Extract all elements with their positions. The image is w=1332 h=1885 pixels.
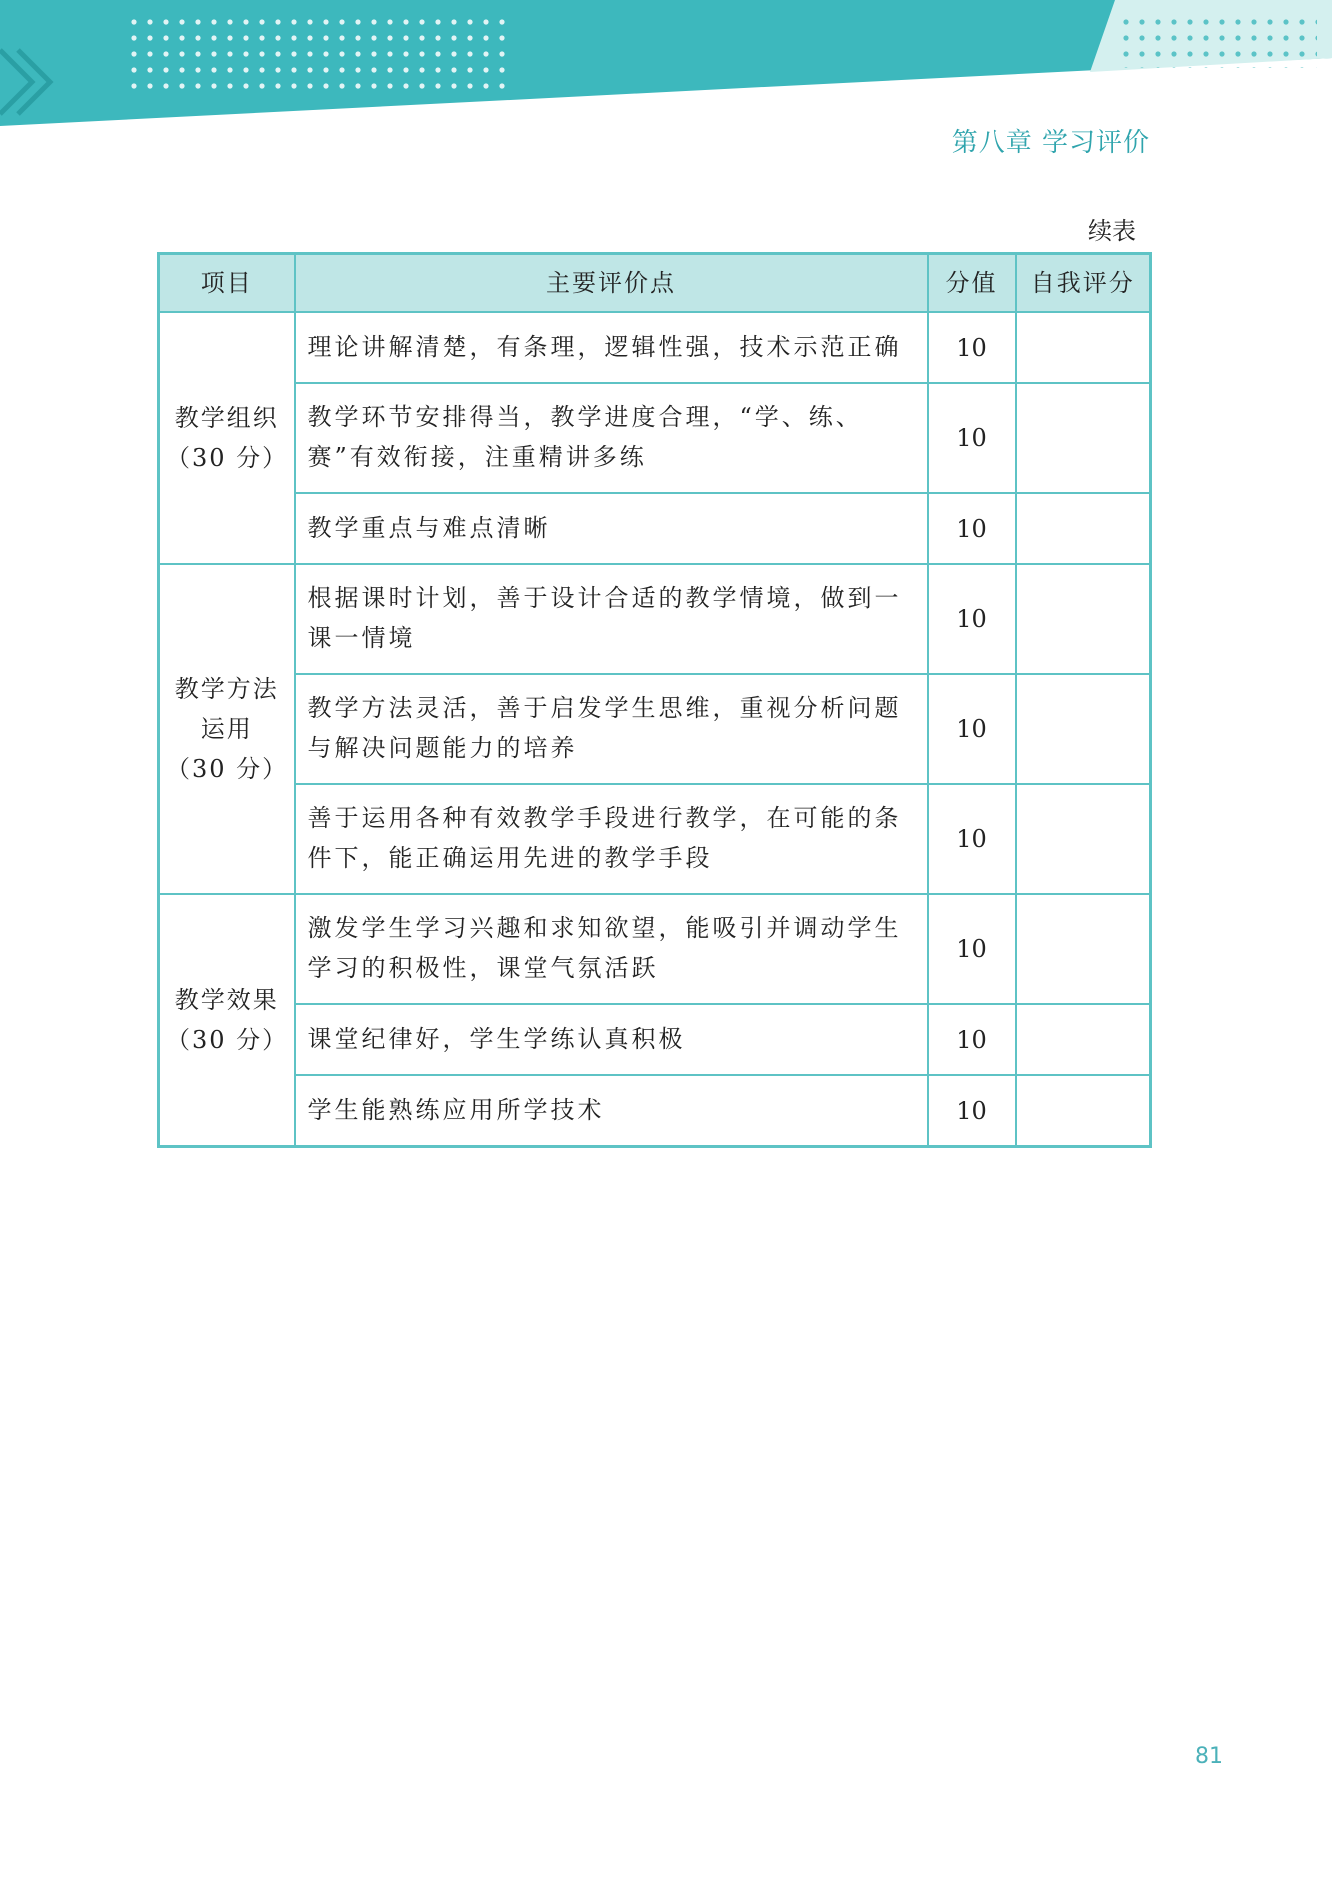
category-label: 教学效果	[174, 986, 279, 1014]
score-value: 10	[928, 493, 1016, 564]
table-row	[159, 784, 1151, 894]
evaluation-point: 教学环节安排得当，教学进度合理，“学、练、赛”有效衔接，注重精讲多练	[295, 383, 928, 493]
table-header-row	[159, 254, 1151, 313]
evaluation-point: 课堂纪律好，学生学练认真积极	[295, 1004, 928, 1075]
chapter-title: 第八章 学习评价	[951, 128, 1150, 158]
self-score-cell[interactable]	[1016, 894, 1151, 1004]
evaluation-point: 善于运用各种有效教学手段进行教学，在可能的条件下，能正确运用先进的教学手段	[295, 784, 928, 894]
category-points: （30 分）	[166, 755, 289, 783]
header-item: 项目	[159, 254, 295, 313]
score-value: 10	[928, 784, 1016, 894]
score-value: 10	[928, 1004, 1016, 1075]
header-self-score: 自我评分	[1016, 254, 1151, 313]
self-score-cell[interactable]	[1016, 1004, 1151, 1075]
header-main-points: 主要评价点	[295, 254, 928, 313]
score-value: 10	[928, 564, 1016, 674]
table-row	[159, 894, 1151, 1004]
self-score-cell[interactable]	[1016, 784, 1151, 894]
category-cell	[159, 312, 295, 564]
header-banner	[0, 0, 1332, 130]
evaluation-point: 激发学生学习兴趣和求知欲望，能吸引并调动学生学习的积极性，课堂气氛活跃	[295, 894, 928, 1004]
self-score-cell[interactable]	[1016, 383, 1151, 493]
score-value: 10	[928, 312, 1016, 383]
table-row	[159, 1075, 1151, 1147]
self-score-cell[interactable]	[1016, 674, 1151, 784]
table-row	[159, 493, 1151, 564]
score-value: 10	[928, 383, 1016, 493]
category-label: 教学组织	[174, 404, 279, 432]
category-points: （30 分）	[166, 1026, 289, 1054]
table-row	[159, 312, 1151, 383]
category-points: （30 分）	[166, 444, 289, 472]
page-number: 81	[1195, 1744, 1223, 1769]
category-label-line2: 运用	[200, 715, 253, 743]
evaluation-table	[157, 252, 1152, 1148]
category-label: 教学方法	[174, 675, 279, 703]
table-row	[159, 383, 1151, 493]
header-score: 分值	[928, 254, 1016, 313]
self-score-cell[interactable]	[1016, 564, 1151, 674]
score-value: 10	[928, 1075, 1016, 1147]
score-value: 10	[928, 674, 1016, 784]
evaluation-point: 教学重点与难点清晰	[295, 493, 928, 564]
table-row	[159, 1004, 1151, 1075]
score-value: 10	[928, 894, 1016, 1004]
evaluation-point: 学生能熟练应用所学技术	[295, 1075, 928, 1147]
evaluation-point: 教学方法灵活，善于启发学生思维，重视分析问题与解决问题能力的培养	[295, 674, 928, 784]
table-continued-note: 续表	[1088, 217, 1136, 245]
evaluation-point: 根据课时计划，善于设计合适的教学情境，做到一课一情境	[295, 564, 928, 674]
category-cell	[159, 564, 295, 894]
table-row	[159, 674, 1151, 784]
self-score-cell[interactable]	[1016, 493, 1151, 564]
table-row	[159, 564, 1151, 674]
category-cell	[159, 894, 295, 1147]
self-score-cell[interactable]	[1016, 1075, 1151, 1147]
self-score-cell[interactable]	[1016, 312, 1151, 383]
evaluation-point: 理论讲解清楚，有条理，逻辑性强，技术示范正确	[295, 312, 928, 383]
